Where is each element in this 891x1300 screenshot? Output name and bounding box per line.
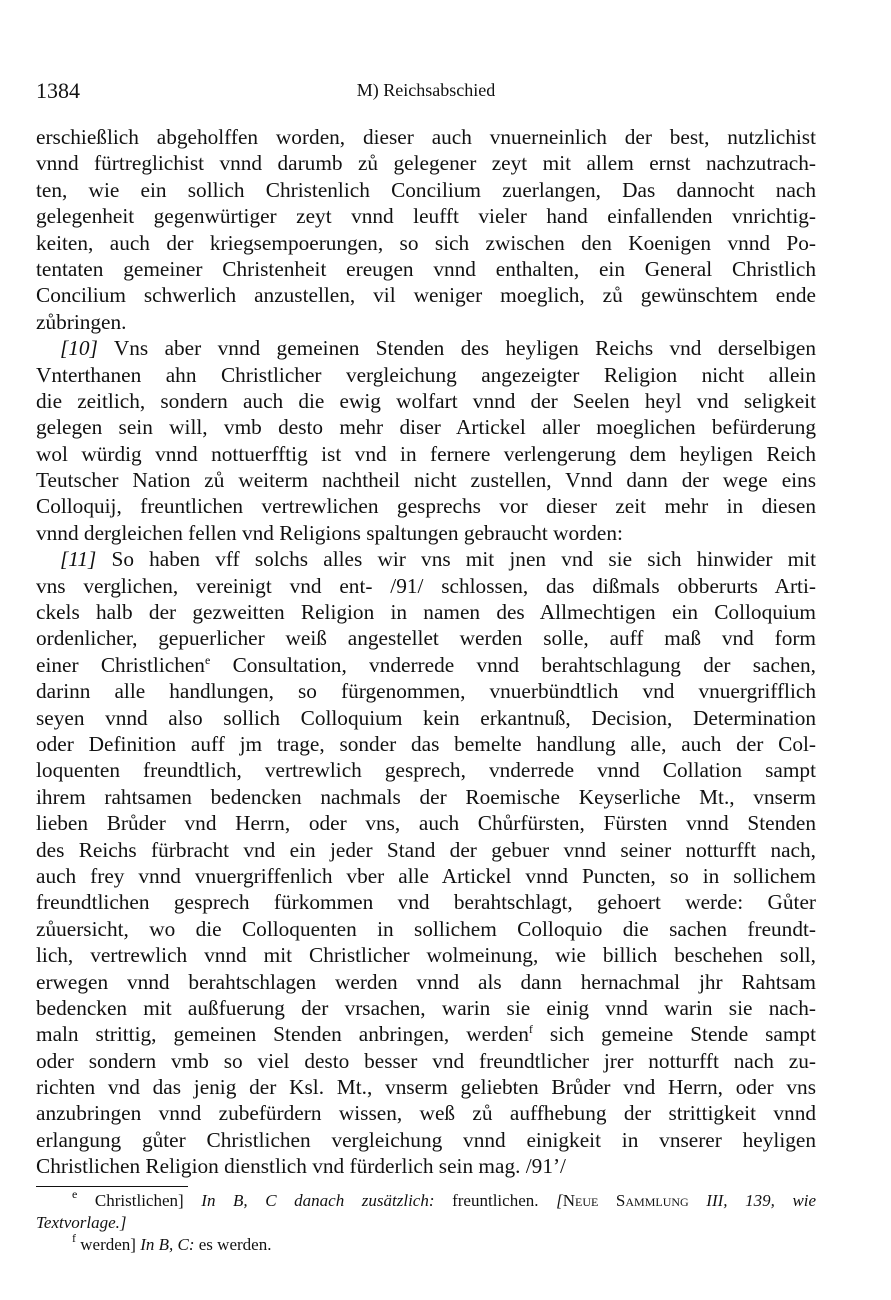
text-line: ordenlicher, gepuerlicher weiß angestellet werden solle, auff maß vnd form (36, 626, 816, 651)
body-text (36, 124, 816, 1180)
text-line: vns verglichen, vereinigt vnd ent- /91/ schlossen, das dißmals obberurts Arti- (36, 573, 816, 598)
footnote-mark: f (72, 1231, 76, 1245)
text-line: zůuersicht, wo die Colloquenten in sollichem Colloquio die sachen freundt- (36, 916, 816, 941)
text-line: maln strittig, gemeinen Stenden anbringen, werden$^f$ sich gemeine Stende sampt (36, 1022, 816, 1047)
footnote-divider (36, 1186, 188, 1187)
page-number: 1384 (36, 78, 80, 103)
paragraph-10-first-line: [10] Vns aber vnnd gemeinen Stenden des heyligen Reichs vnd derselbigen (60, 336, 816, 361)
text-line: zůbringen. (36, 309, 127, 334)
text-line: lich, vertrewlich vnnd mit Christlicher wolmeinung, wie billich beschehen soll, (36, 943, 816, 968)
text-line: lieben Brůder vnd Herrn, oder vns, auch Chůrfürsten, Fürsten vnnd Stenden (36, 811, 816, 836)
text-line: ten, wie ein sollich Christenlich Concilium zuerlangen, Das dannocht nach (36, 177, 816, 202)
text-line: einer Christlichen$^e$ Consultation, vnderrede vnnd berahtschlagung der sachen, (36, 652, 816, 677)
text-line: freundtlichen gesprech fürkommen vnd berahtschlagt, gehoert werde: Gůter (36, 890, 816, 915)
text-line: Concilium schwerlich anzustellen, vil weniger moeglich, zů gewünschtem ende (36, 283, 816, 308)
running-head (36, 78, 816, 106)
text-line: seyen vnnd also sollich Colloquium kein erkantnuß, Decision, Determination (36, 705, 816, 730)
text-line: darinn alle handlungen, so fürgenommen, vnuerbündtlich vnd vnuergrifflich (36, 679, 816, 704)
text-line: Vnterthanen ahn Christlicher vergleichung angezeigter Religion nicht allein (36, 362, 816, 387)
text-line: ihrem rahtsamen bedencken nachmals der Roemische Keyserliche Mt., vnserm (36, 784, 816, 809)
footnote-e: $^e$ Christlichen] In B, C danach zusätzlich: freuntlichen. [Neue Sammlung III, 139, wie (72, 1187, 817, 1210)
paragraph-marker: [11] (60, 547, 97, 572)
text-line: ckels halb der gezweitten Religion in namen des Allmechtigen ein Colloquium (36, 600, 816, 625)
text-line: Christlichen Religion dienstlich vnd fürderlich sein mag. /91’/ (36, 1154, 566, 1179)
footnote-ref-f[interactable]: f (528, 1022, 533, 1037)
text-line: Teutscher Nation zů weiterm nachtheil nicht zustellen, Vnnd dann der wege eins (36, 468, 816, 493)
text-line: vnnd dergleichen fellen vnd Religions spaltungen gebraucht worden: (36, 520, 623, 545)
running-title: M) Reichsabschied (356, 80, 496, 100)
text-line: erlangung gůter Christlichen vergleichung vnnd einigkeit in vnserer heyligen (36, 1127, 816, 1152)
folio-marker: /91/ (390, 573, 424, 598)
footnote-ref-e[interactable]: e (204, 652, 211, 667)
text-line: wol würdig vnnd nottuerfftig ist vnd in fernere verlengerung dem heyligen Reich (36, 441, 816, 466)
text-line: des Reichs fürbracht vnd ein jeder Stand der gebuer vnnd seiner notturfft nach, (36, 837, 816, 862)
text-line: Colloquij, freuntlichen vertrewlichen gesprechs vor dieser zeit mehr in diesen (36, 494, 816, 519)
text-line: gelegen sein will, vmb desto mehr diser Artickel aller moeglichen befürderung (36, 415, 816, 440)
text-line: vnnd fürtreglichist vnnd darumb zů gelegener zeyt mit allem ernst nachzutrach- (36, 151, 816, 176)
paragraph-marker: [10] (60, 336, 98, 361)
text-line: loquenten freundtlich, vertrewlich gesprech, vnderrede vnnd Collation sampt (36, 758, 816, 783)
text-line: oder sondern vmb so viel desto besser vnd freundtlicher jrer notturfft nach zu- (36, 1048, 816, 1073)
footnotes (36, 1187, 817, 1256)
source-name: Neue Sammlung (562, 1191, 689, 1210)
footnote-f: $^f$ werden] In B, C: es werden. (72, 1231, 272, 1254)
paragraph-11-first-line: [11] So haben vff solchs alles wir vns mit jnen vnd sie sich hinwider mit (60, 547, 816, 572)
text-line: auch frey vnnd vnuergriffenlich vber alle Artickel vnnd Puncten, so in sollichem (36, 863, 816, 888)
text-line: erschießlich abgeholffen worden, dieser auch vnuerneinlich der best, nutzlichist (36, 125, 816, 149)
text-line: oder Definition auff jm trage, sonder das bemelte handlung alle, auch der Col- (36, 731, 816, 756)
text-line: die zeitlich, sondern auch die ewig wolfart vnnd der Seelen heyl vnd seligkeit (36, 388, 816, 413)
text-line: gelegenheit gegenwürtiger zeyt vnnd leufft vieler hand einfallenden vnrichtig- (36, 204, 816, 229)
text-line: keiten, auch der kriegsempoerungen, so sich zwischen den Koenigen vnnd Po- (36, 230, 816, 255)
text-line: tentaten gemeiner Christenheit ereugen vnnd enthalten, ein General Christlich (36, 256, 816, 281)
text-line: erwegen vnnd berahtschlagen werden vnnd als dann hernachmal jhr Rahtsam (36, 969, 816, 994)
folio-marker: /91’/ (525, 1154, 566, 1179)
footnote-e-continuation: Textvorlage.] (36, 1213, 127, 1232)
text-line: anzubringen vnnd zubefürdern wissen, weß zů auffhebung der strittigkeit vnnd (36, 1101, 816, 1126)
text-line: bedencken mit außfuerung der vrsachen, warin sie einig vnnd warin sie nach- (36, 995, 816, 1020)
text-line: richten vnd das jenig der Ksl. Mt., vnserm geliebten Brůder vnd Herrn, oder vns (36, 1075, 816, 1100)
footnote-mark: e (72, 1187, 78, 1201)
